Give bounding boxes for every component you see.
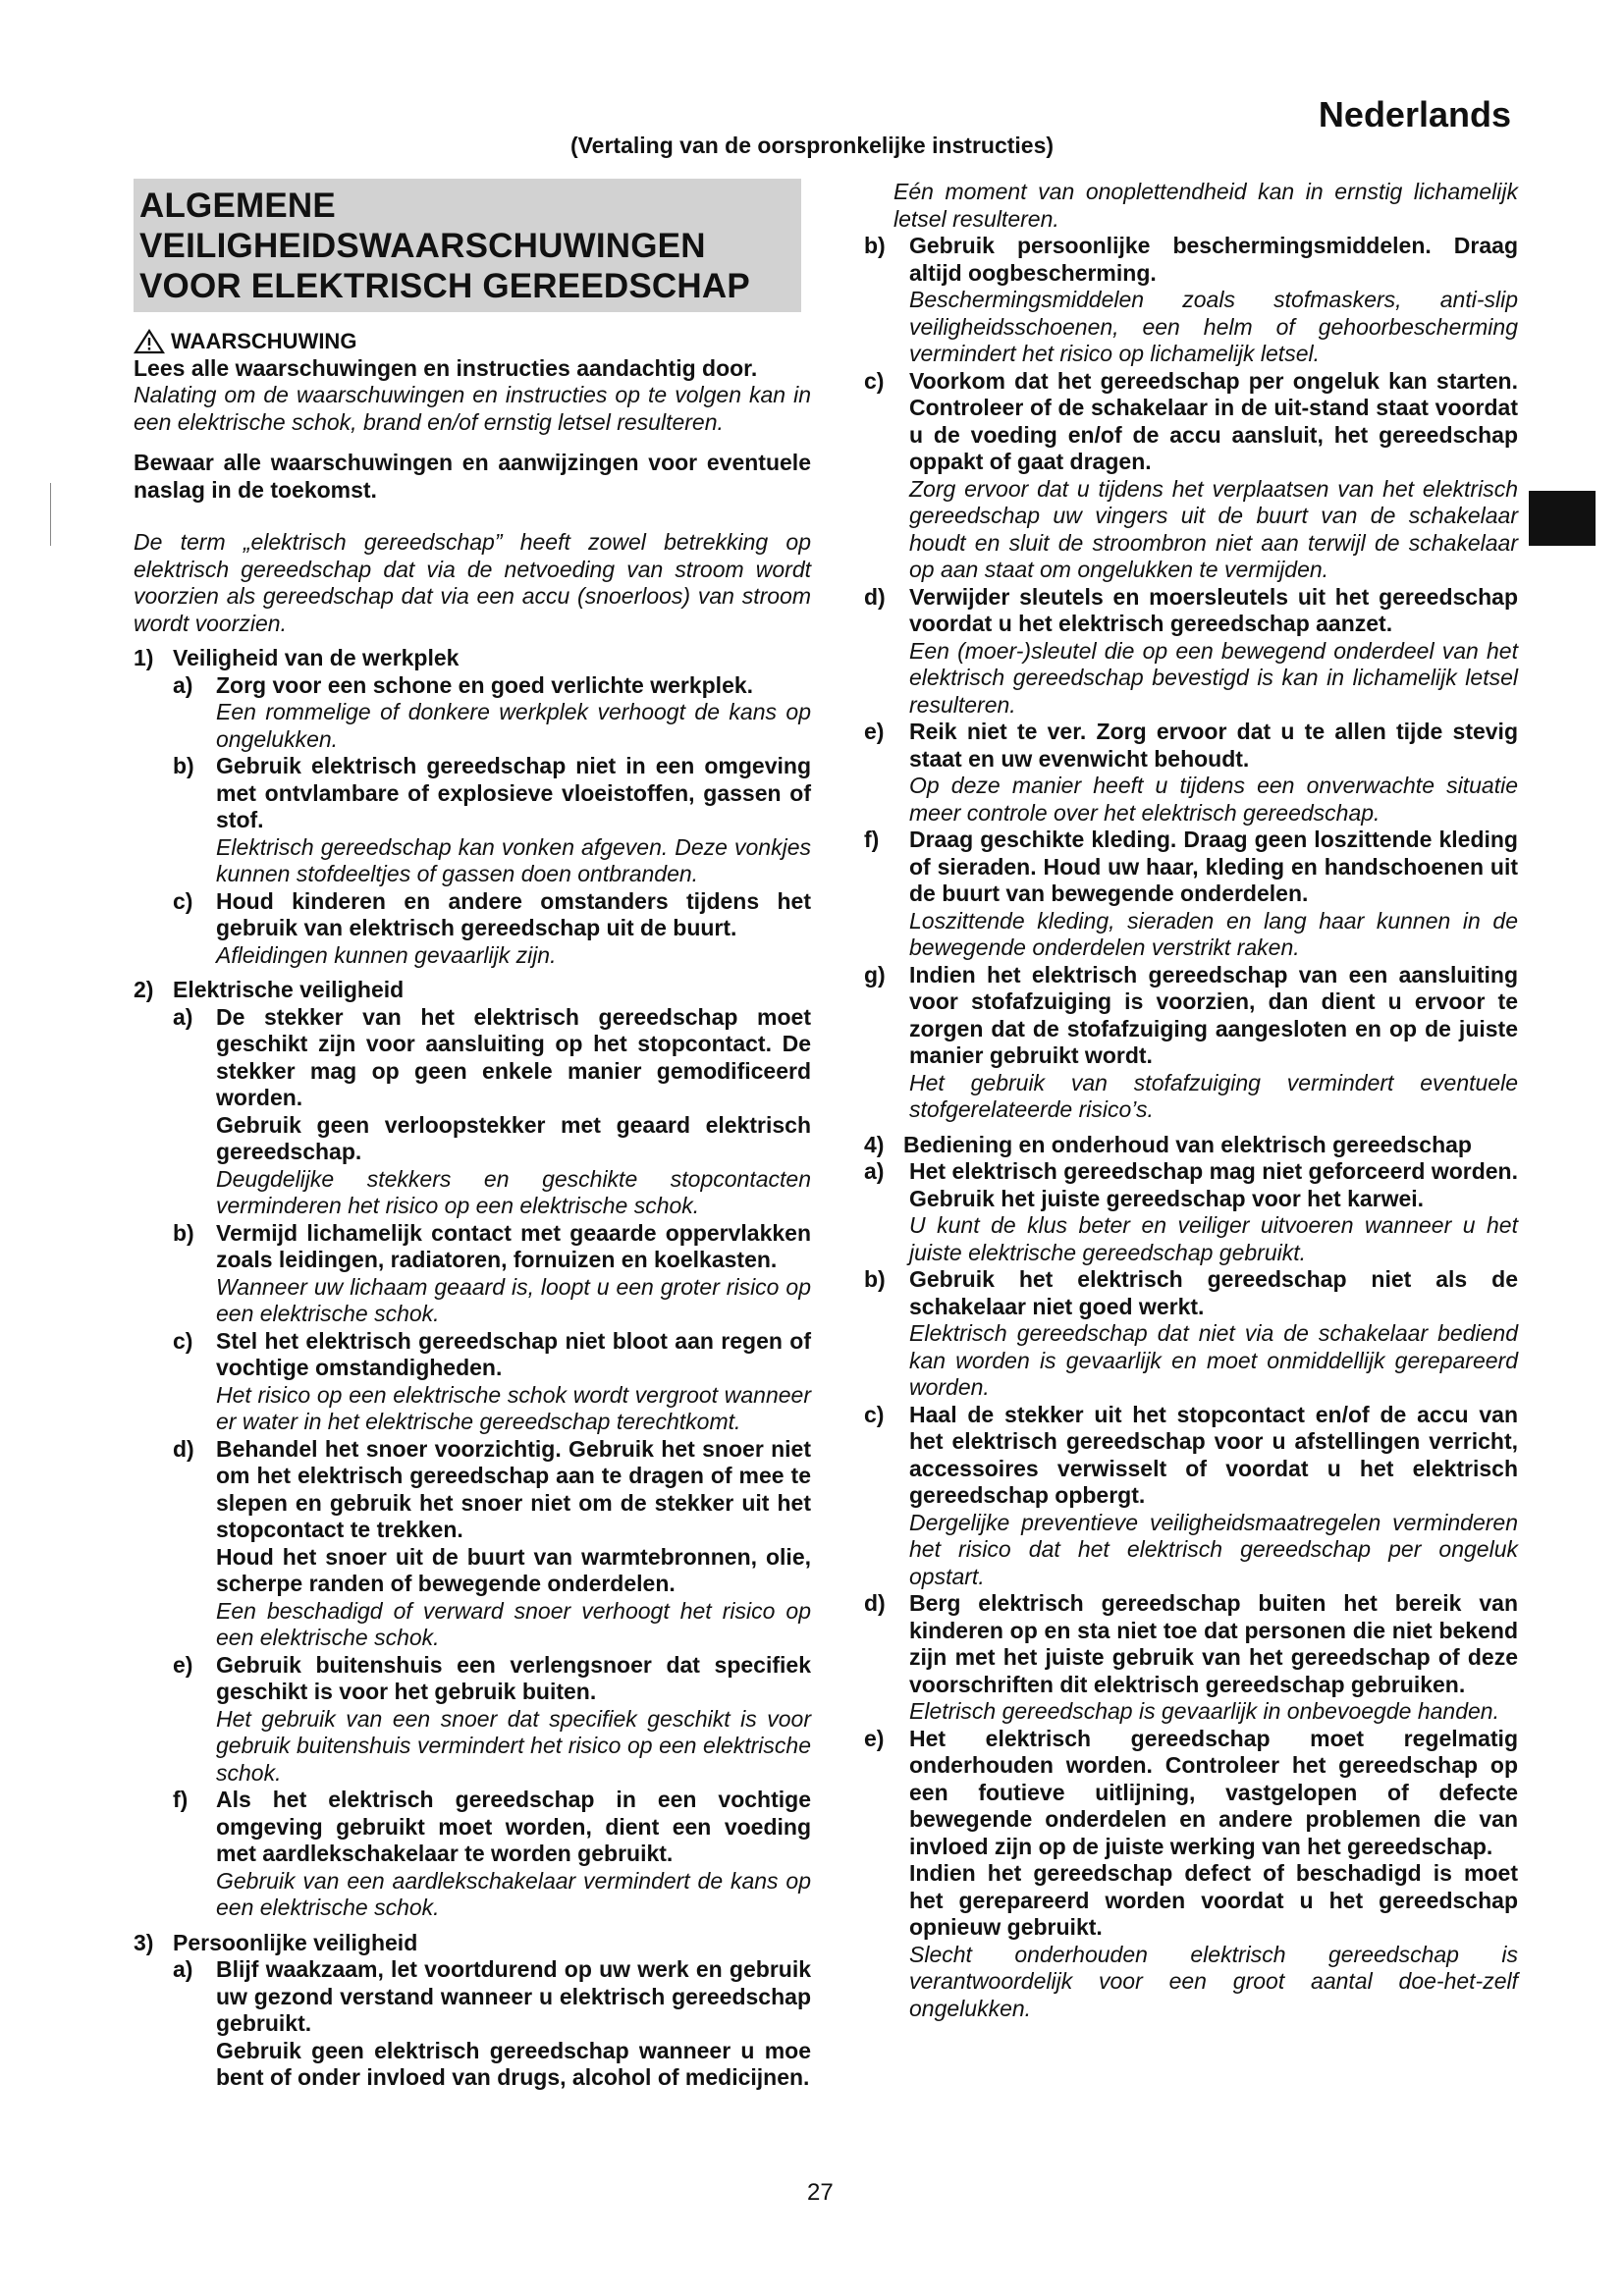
- list-item: [864, 368, 1518, 584]
- item-note: Eletrisch gereedschap is gevaarlijk in onbevoegde handen.: [909, 1698, 1499, 1724]
- margin-line: [50, 483, 51, 546]
- item-note: Dergelijke preventieve veiligheidsmaatregelen verminderen het risico dat het elektrisch gereedschap per ongeluk opstart.: [909, 1509, 1518, 1589]
- item-note: Deugdelijke stekkers en geschikte stopcontacten verminderen het risico op een elektrische schok.: [216, 1165, 811, 1218]
- item-note: Slecht onderhouden elektrisch gereedschap is verantwoordelijk voor een groot aantal doe-het-zelf ongelukken.: [909, 1941, 1518, 2021]
- list-item: [173, 753, 811, 888]
- item-note: Het risico op een elektrische schok wordt vergroot wanneer er water in het elektrische gereedschap terechtkomt.: [216, 1381, 811, 1434]
- item-text: De stekker van het elektrisch gereedschap moet geschikt zijn voor aansluiting op het stopcontact. De stekker mag op geen enkele manier gemodificeerd worden.: [216, 1003, 811, 1110]
- warning-keep: Bewaar alle waarschuwingen en aanwijzingen voor eventuele naslag in de toekomst.: [134, 450, 811, 503]
- list-item: [173, 1787, 811, 1922]
- item-text: Gebruik buitenshuis een verlengsnoer dat specifiek geschikt is voor het gebruik buiten.: [216, 1651, 811, 1704]
- title-line-3: VOOR ELEKTRISCH GEREEDSCHAP: [139, 267, 750, 305]
- title-line-1: ALGEMENE: [139, 187, 336, 225]
- item-note: Afleidingen kunnen gevaarlijk zijn.: [216, 941, 557, 968]
- item-label: c): [864, 1401, 885, 1427]
- item-label: c): [173, 1327, 193, 1354]
- warning-label: WAARSCHUWING: [171, 329, 357, 353]
- list-item: [864, 1402, 1518, 1591]
- item-note: Een rommelige of donkere werkplek verhoogt de kans op ongelukken.: [216, 699, 811, 752]
- section-title: Veiligheid van de werkplek: [173, 645, 460, 670]
- section-number: 3): [134, 1929, 154, 1955]
- item-label: e): [864, 1725, 885, 1751]
- item-text: Voorkom dat het gereedschap per ongeluk kan starten. Controleer of de schakelaar in de uit-stand staat voordat u de voeding en/of de accu aansluit, het gereedschap oppakt of gaat dragen.: [909, 367, 1518, 474]
- warning-term: De term „elektrisch gereedschap” heeft zowel betrekking op elektrisch gereedschap dat via de netvoeding van stroom wordt voorzien als gereedschap dat via een accu (snoerloos) van stroom wordt voorzien.: [134, 529, 811, 636]
- title-box: [134, 179, 801, 312]
- item-note: Een beschadigd of verward snoer verhoogt het risico op een elektrische schok.: [216, 1597, 811, 1650]
- list-item: [864, 962, 1518, 1124]
- item-label: b): [864, 1266, 886, 1292]
- item-label: g): [864, 961, 886, 988]
- list-item: [864, 233, 1518, 368]
- warning-lead: Lees alle waarschuwingen en instructies aandachtig door.: [134, 354, 758, 381]
- item-text-extra: Gebruik geen elektrisch gereedschap wanneer u moe bent of onder invloed van drugs, alcohol of medicijnen.: [216, 2037, 811, 2090]
- item-label: a): [173, 1003, 193, 1030]
- item-text: Verwijder sleutels en moersleutels uit het gereedschap voordat u het elektrisch gereedschap aanzet.: [909, 583, 1518, 636]
- item-text: Houd kinderen en andere omstanders tijdens het gebruik van elektrisch gereedschap uit de buurt.: [216, 887, 811, 940]
- item-note: Het gebruik van een snoer dat specifiek geschikt is voor gebruik buitenshuis vermindert het risico op een elektrische schok.: [216, 1705, 811, 1786]
- section-heading: [134, 1930, 811, 1957]
- item-label: a): [173, 671, 193, 698]
- item-note: Elektrisch gereedschap kan vonken afgeven. Deze vonkjes kunnen stofdeeltjes of gassen doen ontbranden.: [216, 833, 811, 886]
- item-note: Loszittende kleding, sieraden en lang haar kunnen in de bewegende onderdelen verstrikt raken.: [909, 907, 1518, 960]
- item-label: b): [173, 753, 194, 778]
- item-text: Als het elektrisch gereedschap in een vochtige omgeving gebruikt moet worden, dient een voeding met aardlekschakelaar te worden gebruikt.: [216, 1787, 811, 1866]
- item-note: Zorg ervoor dat u tijdens het verplaatsen van het elektrisch gereedschap uw vingers uit de buurt van de schakelaar houdt en sluit de stroombron niet aan terwijl de schakelaar op aan staat om ongelukken te vermijden.: [909, 475, 1518, 582]
- list-item: [864, 1158, 1518, 1266]
- item-label: b): [864, 233, 886, 258]
- left-column: [134, 179, 811, 2092]
- warning-consequence: Nalating om de waarschuwingen en instructies op te volgen kan in een elektrische schok, brand en/of ernstig letsel resulteren.: [134, 382, 811, 435]
- item-note: Elektrisch gereedschap dat niet via de schakelaar bediend kan worden is gevaarlijk en moet onmiddellijk gerepareerd worden.: [909, 1320, 1518, 1400]
- right-column: [864, 179, 1518, 2022]
- item-note: U kunt de klus beter en veiliger uitvoeren wanneer u het juiste elektrische gereedschap gebruikt.: [909, 1212, 1518, 1265]
- warning-heading: [134, 328, 811, 355]
- item-text: Gebruik persoonlijke beschermingsmiddelen. Draag altijd oogbescherming.: [909, 233, 1518, 286]
- item-note: Gebruik van een aardlekschakelaar vermindert de kans op een elektrische schok.: [216, 1867, 811, 1920]
- section-heading: [134, 645, 811, 672]
- item-text-extra: Houd het snoer uit de buurt van warmtebronnen, olie, scherpe randen of bewegende onderdelen.: [216, 1543, 811, 1596]
- item-label: d): [173, 1435, 194, 1462]
- item-note: Eén moment van onoplettendheid kan in ernstig lichamelijk letsel resulteren.: [893, 179, 1518, 232]
- warning-triangle-icon: [134, 329, 165, 354]
- item-text-extra: Indien het gereedschap defect of beschadigd is moet het gerepareerd worden voordat u het gereedschap opnieuw gebruikt.: [909, 1860, 1518, 1940]
- section-number: 1): [134, 645, 154, 670]
- section-title: Bediening en onderhoud van elektrisch gereedschap: [903, 1131, 1472, 1157]
- list-item: [864, 1266, 1518, 1402]
- list-item: [864, 719, 1518, 827]
- item-text: Berg elektrisch gereedschap buiten het bereik van kinderen op en sta niet toe dat personen die niet bekend zijn met het juiste gebruik van het gereedschap of deze voorschriften dit elektrisch gereedschap gebruiken.: [909, 1590, 1518, 1697]
- item-label: c): [864, 367, 885, 394]
- list-item: [173, 1652, 811, 1788]
- list-item: [864, 584, 1518, 720]
- item-text: Vermijd lichamelijk contact met geaarde oppervlakken zoals leidingen, radiatoren, fornuizen en koelkasten.: [216, 1219, 811, 1272]
- item-label: d): [864, 583, 886, 610]
- item-label: f): [173, 1787, 189, 1812]
- item-text: Het elektrisch gereedschap mag niet geforceerd worden. Gebruik het juiste gereedschap voor het karwei.: [909, 1158, 1518, 1211]
- item-label: c): [173, 887, 193, 914]
- item-text: Haal de stekker uit het stopcontact en/of de accu van het elektrisch gereedschap voor u afstellingen verricht, accessoires verwisselt of voordat u het elektrisch gereedschap opbergt.: [909, 1401, 1518, 1508]
- section-heading: [864, 1132, 1518, 1159]
- item-label: d): [864, 1590, 886, 1616]
- translation-subtitle: (Vertaling van de oorspronkelijke instructies): [569, 133, 1055, 158]
- list-item: [864, 1590, 1518, 1726]
- item-text: Behandel het snoer voorzichtig. Gebruik het snoer niet om het elektrisch gereedschap aan te dragen of mee te slepen en gebruik het snoer niet om de stekker uit het stopcontact te trekken.: [216, 1435, 811, 1542]
- list-item: [173, 672, 811, 754]
- item-text: Gebruik elektrisch gereedschap niet in een omgeving met ontvlambare of explosieve vloeistoffen, gassen of stof.: [216, 753, 811, 832]
- title-line-2: VEILIGHEIDSWAARSCHUWINGEN: [139, 227, 706, 265]
- item-text: Draag geschikte kleding. Draag geen loszittende kleding of sieraden. Houd uw haar, kleding en handschoenen uit de buurt van bewegende onderdelen.: [909, 827, 1518, 906]
- item-note: Op deze manier heeft u tijdens een onverwachte situatie meer controle over het elektrisch gereedschap.: [909, 773, 1518, 826]
- item-text: Indien het elektrisch gereedschap van een aansluiting voor stofafzuiging is voorzien, dan dient u ervoor te zorgen dat de stofafzuiging aangesloten en op de juiste manier gebruikt wordt.: [909, 961, 1518, 1068]
- item-text: Blijf waakzaam, let voortdurend op uw werk en gebruik uw gezond verstand wanneer u elektrisch gereedschap gebruikt.: [216, 1956, 811, 2036]
- page-number: 27: [807, 2179, 834, 2206]
- section-number: 2): [134, 977, 154, 1002]
- item-text: Stel het elektrisch gereedschap niet bloot aan regen of vochtige omstandigheden.: [216, 1327, 811, 1380]
- item-label: e): [173, 1651, 193, 1678]
- item-text-extra: Gebruik geen verloopstekker met geaard elektrisch gereedschap.: [216, 1111, 811, 1164]
- item-label: a): [173, 1956, 193, 1982]
- list-item: [864, 1726, 1518, 2023]
- list-item: [864, 827, 1518, 962]
- item-note: Beschermingsmiddelen zoals stofmaskers, anti-slip veiligheidsschoenen, een helm of gehoorbescherming vermindert het risico op lichamelijk letsel.: [909, 287, 1518, 366]
- item-text: Zorg voor een schone en goed verlichte werkplek.: [216, 671, 754, 698]
- list-item: [173, 888, 811, 970]
- item-note: Wanneer uw lichaam geaard is, loopt u een groter risico op een elektrische schok.: [216, 1273, 811, 1326]
- item-text: Het elektrisch gereedschap moet regelmatig onderhouden worden. Controleer het gereedschap op een foutieve uitlijning, vastgelopen of defecte bewegende onderdelen en andere problemen die van invloed zijn op de juiste werking van het gereedschap.: [909, 1725, 1518, 1859]
- list-item: [173, 1004, 811, 1220]
- item-text: Reik niet te ver. Zorg ervoor dat u te allen tijde stevig staat en uw evenwicht behoudt.: [909, 719, 1518, 772]
- item-text: Gebruik het elektrisch gereedschap niet als de schakelaar niet goed werkt.: [909, 1266, 1518, 1319]
- section-heading: [134, 977, 811, 1004]
- section-tab-marker: [1529, 491, 1596, 546]
- list-item: [173, 1220, 811, 1328]
- list-item: [173, 1436, 811, 1652]
- section-title: Persoonlijke veiligheid: [173, 1929, 418, 1955]
- section-title: Elektrische veiligheid: [173, 977, 405, 1002]
- list-item: [173, 1956, 811, 2092]
- item-note: Een (moer-)sleutel die op een bewegend onderdeel van het elektrisch gereedschap bevestigd is kan in lichamelijk letsel resulteren.: [909, 637, 1518, 718]
- item-note: Het gebruik van stofafzuiging vermindert eventuele stofgerelateerde risico’s.: [909, 1069, 1518, 1122]
- language-label: Nederlands: [1318, 94, 1511, 134]
- item-label: a): [864, 1158, 885, 1184]
- item-label: f): [864, 827, 880, 852]
- item-label: b): [173, 1219, 194, 1246]
- section-number: 4): [864, 1131, 885, 1157]
- item-label: e): [864, 719, 885, 744]
- list-item: [173, 1328, 811, 1436]
